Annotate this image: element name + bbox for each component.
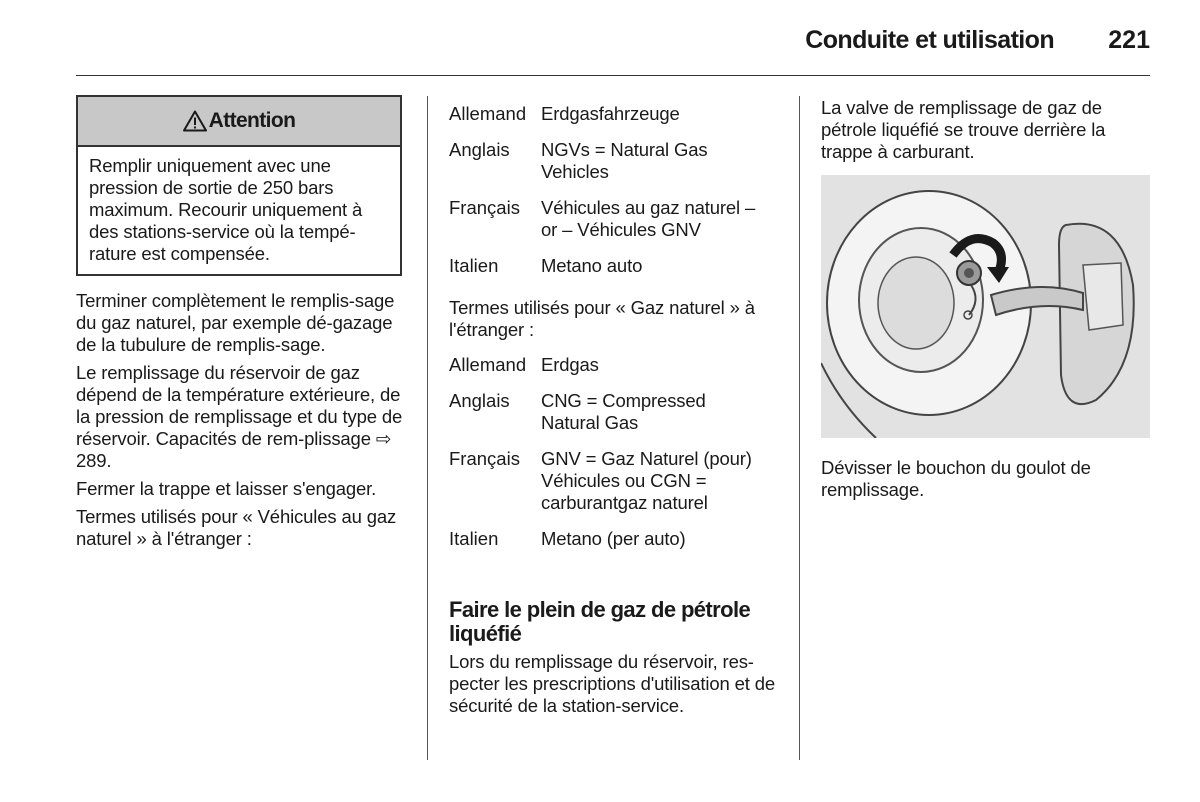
term-row — [449, 448, 794, 514]
column-divider-1 — [427, 96, 428, 760]
term-row — [449, 255, 794, 277]
column1-body — [76, 290, 406, 556]
lpg-instructions: Lors du remplissage du réservoir, res-pecter les prescriptions d'utilisation et de sécurité de la station-service. — [449, 651, 775, 716]
term-row — [449, 197, 794, 241]
term-row — [449, 354, 794, 376]
term-value: Erdgas — [541, 354, 599, 375]
term-language: Français — [449, 197, 520, 218]
term-row — [449, 528, 794, 550]
paragraph-refill-complete: Terminer complètement le remplis-sage du gaz naturel, par exemple dé-gazage de la tubulure de remplis-sage. — [76, 290, 395, 355]
figure-caption: Dévisser le bouchon du goulot de remplissage. — [821, 457, 1091, 500]
term-value: Erdgasfahrzeuge — [541, 103, 680, 124]
column-divider-2 — [799, 96, 800, 760]
gas-terms-list — [449, 354, 794, 564]
warning-triangle-icon — [183, 110, 207, 132]
term-language: Allemand — [449, 354, 527, 375]
header-divider — [76, 75, 1150, 76]
lpg-valve-location: La valve de remplissage de gaz de pétrole liquéfié se trouve derrière la trappe à carburant. — [821, 97, 1106, 162]
term-row — [449, 390, 794, 434]
term-row — [449, 139, 794, 183]
vehicle-terms-list — [449, 103, 794, 291]
page-number: 221 — [1108, 26, 1150, 54]
term-language: Italien — [449, 528, 499, 549]
section-title: Conduite et utilisation — [805, 26, 1054, 54]
paragraph-capacity: Le remplissage du réservoir de gaz dépend de la température extérieure, de la pression de remplissage et du type de réservoir. Capacités de rem-plissage ⇨ 289. — [76, 362, 403, 471]
gas-terms-intro: Termes utilisés pour « Gaz naturel » à l'étranger : — [449, 297, 755, 340]
term-value: GNV = Gaz Naturel (pour) Véhicules ou CGN = carburantgaz naturel — [541, 448, 752, 513]
term-language: Italien — [449, 255, 499, 276]
term-value: NGVs = Natural Gas Vehicles — [541, 139, 708, 182]
warning-text: Remplir uniquement avec une pression de sortie de 250 bars maximum. Recourir uniquement à des stations-service où la tempé-rature est compensée. — [89, 155, 363, 264]
term-language: Français — [449, 448, 520, 469]
fuel-filler-drawing — [821, 175, 1150, 438]
paragraph-vehicle-terms-intro: Termes utilisés pour « Véhicules au gaz naturel » à l'étranger : — [76, 506, 397, 549]
term-value: CNG = Compressed Natural Gas — [541, 390, 706, 433]
term-language: Anglais — [449, 139, 510, 160]
fuel-filler-illustration — [821, 175, 1150, 438]
term-language: Allemand — [449, 103, 527, 124]
term-value: Véhicules au gaz naturel – or – Véhicules GNV — [541, 197, 756, 240]
term-language: Anglais — [449, 390, 510, 411]
warning-box — [76, 95, 402, 276]
term-value: Metano auto — [541, 255, 643, 276]
term-value: Metano (per auto) — [541, 528, 686, 549]
term-row — [449, 103, 794, 125]
warning-header — [78, 97, 400, 147]
lpg-section-heading: Faire le plein de gaz de pétrole liquéfié — [449, 597, 751, 646]
warning-title: Attention — [208, 109, 296, 132]
paragraph-close-flap: Fermer la trappe et laisser s'engager. — [76, 478, 377, 499]
